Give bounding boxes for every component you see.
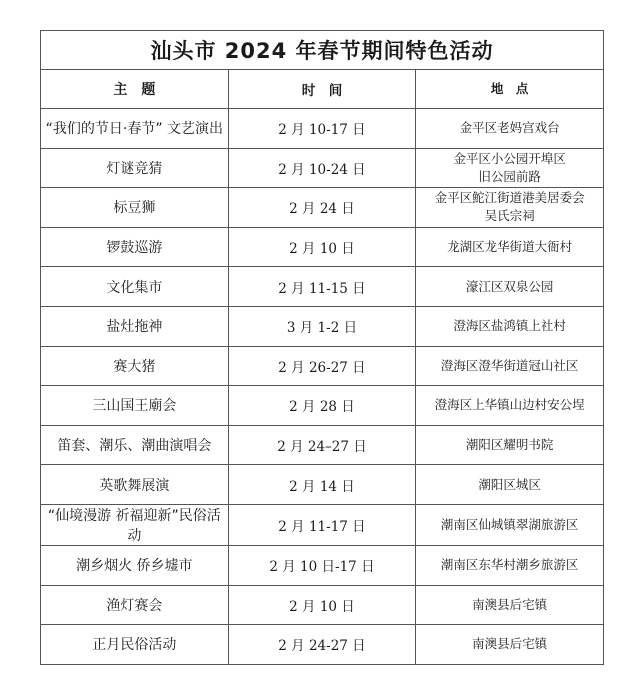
cell-theme: 潮乡烟火 侨乡墟市 — [41, 545, 229, 585]
place-line: 吴氏宗祠 — [484, 208, 535, 224]
cell-time: 3 月 1-2 日 — [228, 306, 416, 346]
place-line: 金平区老妈宫戏台 — [459, 120, 560, 136]
cell-theme: 锣鼓巡游 — [41, 227, 229, 267]
table-row — [41, 625, 604, 665]
table-title: 汕头市 2024 年春节期间特色活动 — [41, 31, 604, 70]
header-place: 地 点 — [416, 70, 604, 109]
cell-theme: 笛套、潮乐、潮曲演唱会 — [41, 425, 229, 465]
place-line: 旧公园前路 — [478, 168, 541, 184]
cell-place — [416, 188, 604, 228]
cell-theme: “仙境漫游 祈福迎新”民俗活动 — [41, 504, 229, 545]
cell-time: 2 月 28 日 — [228, 386, 416, 426]
place-line: 潮南区东华村潮乡旅游区 — [440, 557, 579, 573]
cell-place — [416, 227, 604, 267]
cell-place — [416, 585, 604, 625]
cell-theme: 盐灶拖神 — [41, 306, 229, 346]
cell-theme: 正月民俗活动 — [41, 625, 229, 665]
place-line: 濠江区双泉公园 — [465, 278, 554, 294]
cell-time: 2 月 24 日 — [228, 188, 416, 228]
cell-theme: “我们的节日·春节” 文艺演出 — [41, 109, 229, 149]
cell-place — [416, 267, 604, 307]
cell-place — [416, 386, 604, 426]
place-line: 龙湖区龙华街道大衙村 — [447, 239, 573, 255]
cell-theme: 标豆狮 — [41, 188, 229, 228]
cell-time: 2 月 10 日 — [228, 227, 416, 267]
cell-theme: 渔灯赛会 — [41, 585, 229, 625]
table-row — [41, 148, 604, 188]
cell-place — [416, 148, 604, 188]
table-row — [41, 585, 604, 625]
cell-time: 2 月 14 日 — [228, 465, 416, 505]
cell-time: 2 月 26-27 日 — [228, 346, 416, 386]
table-body — [41, 109, 604, 665]
table-row — [41, 386, 604, 426]
place-line: 南澳县后宅镇 — [472, 636, 548, 652]
place-line: 潮阳区耀明书院 — [465, 437, 554, 453]
table-row — [41, 504, 604, 545]
cell-place — [416, 625, 604, 665]
cell-place — [416, 425, 604, 465]
cell-place — [416, 504, 604, 545]
place-line: 潮南区仙城镇翠湖旅游区 — [440, 516, 579, 532]
table-row — [41, 545, 604, 585]
activity-table-container — [40, 30, 604, 665]
place-line: 澄海区上华镇山边村安公埕 — [434, 397, 585, 413]
cell-time: 2 月 24-27 日 — [228, 625, 416, 665]
table-row — [41, 267, 604, 307]
place-line: 金平区小公园开埠区 — [453, 150, 566, 166]
place-line: 金平区鮀江街道港美居委会 — [434, 190, 585, 206]
table-row — [41, 109, 604, 149]
cell-theme: 文化集市 — [41, 267, 229, 307]
cell-place — [416, 109, 604, 149]
table-row — [41, 188, 604, 228]
activity-table — [40, 30, 604, 665]
table-row — [41, 465, 604, 505]
place-line: 南澳县后宅镇 — [472, 596, 548, 612]
cell-place — [416, 306, 604, 346]
cell-theme: 赛大猪 — [41, 346, 229, 386]
table-row — [41, 346, 604, 386]
cell-time: 2 月 24–27 日 — [228, 425, 416, 465]
cell-time: 2 月 11-15 日 — [228, 267, 416, 307]
header-theme: 主 题 — [41, 70, 229, 109]
cell-place — [416, 465, 604, 505]
table-row — [41, 227, 604, 267]
cell-theme: 英歌舞展演 — [41, 465, 229, 505]
cell-time: 2 月 10-17 日 — [228, 109, 416, 149]
place-line: 潮阳区城区 — [478, 476, 541, 492]
cell-time: 2 月 10-24 日 — [228, 148, 416, 188]
table-row — [41, 425, 604, 465]
cell-theme: 三山国王廟会 — [41, 386, 229, 426]
header-time: 时 间 — [228, 70, 416, 109]
cell-place — [416, 346, 604, 386]
place-line: 澄海区澄华街道冠山社区 — [440, 357, 579, 373]
cell-time: 2 月 11-17 日 — [228, 504, 416, 545]
table-row — [41, 306, 604, 346]
cell-time: 2 月 10 日 — [228, 585, 416, 625]
cell-theme: 灯谜竞猜 — [41, 148, 229, 188]
place-line: 澄海区盐鸿镇上社村 — [453, 318, 566, 334]
cell-place — [416, 545, 604, 585]
cell-time: 2 月 10 日-17 日 — [228, 545, 416, 585]
